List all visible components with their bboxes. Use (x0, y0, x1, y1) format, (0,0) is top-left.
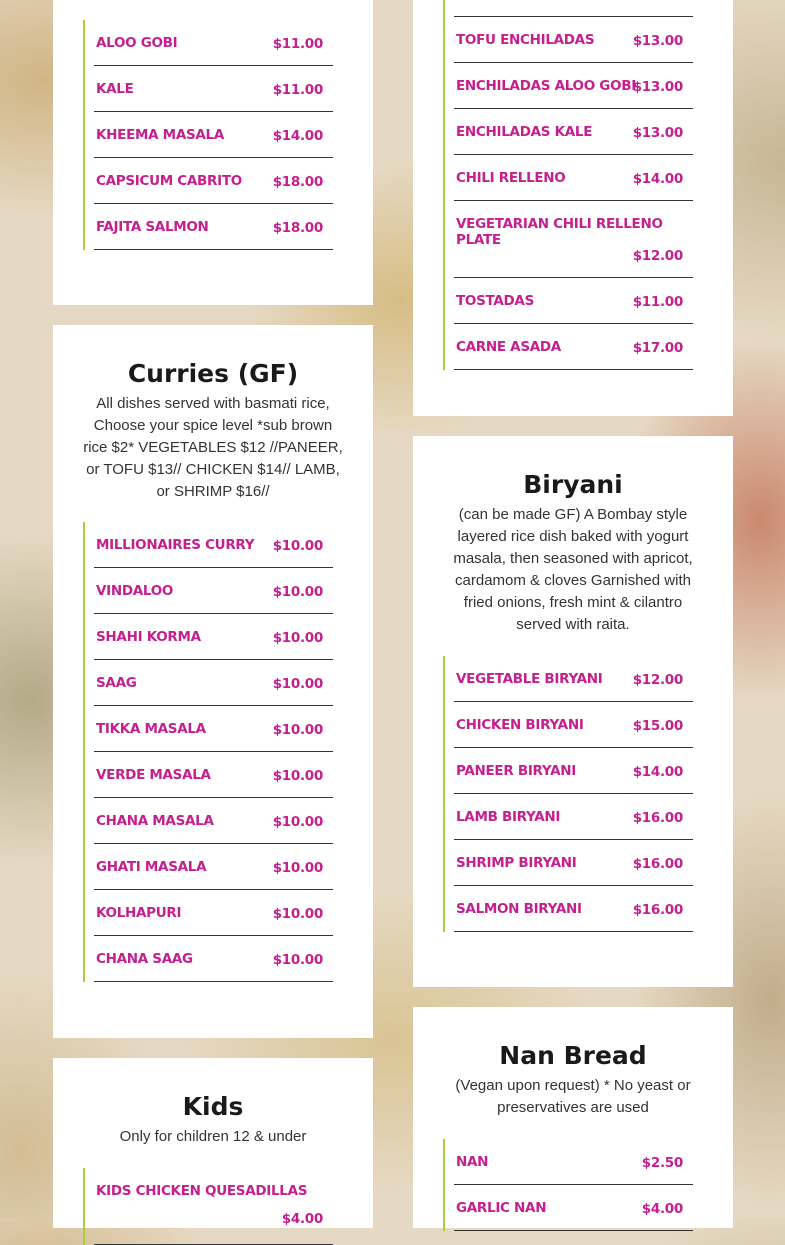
menu-item-price: $10.00 (272, 952, 323, 968)
menu-item-partial (454, 0, 693, 17)
menu-item[interactable] (94, 706, 333, 752)
menu-item[interactable] (454, 656, 693, 702)
menu-item-price: $14.00 (272, 128, 323, 144)
menu-item-price: $16.00 (632, 856, 683, 872)
menu-item-price: $11.00 (272, 82, 323, 98)
menu-item-name: TOFU ENCHILADAS (456, 32, 595, 48)
menu-item[interactable] (94, 522, 333, 568)
menu-item[interactable] (94, 660, 333, 706)
menu-item-price: $15.00 (632, 718, 683, 734)
menu-item-name: MILLIONAIRES CURRY (96, 537, 255, 553)
menu-item[interactable] (454, 1185, 693, 1231)
menu-item-price: $10.00 (272, 538, 323, 554)
menu-item-list (443, 0, 693, 370)
menu-item[interactable] (94, 20, 333, 66)
menu-item[interactable] (94, 752, 333, 798)
menu-item-name: KIDS CHICKEN QUESADILLAS (96, 1183, 308, 1199)
menu-item[interactable] (454, 278, 693, 324)
menu-section-curries (53, 325, 373, 1038)
menu-item-price: $10.00 (272, 860, 323, 876)
menu-item[interactable] (454, 748, 693, 794)
menu-item-price: $14.00 (632, 171, 683, 187)
section-description: Only for children 12 & under (119, 1128, 307, 1145)
menu-section-partial-left (53, 0, 373, 305)
menu-item[interactable] (94, 1168, 333, 1245)
menu-item-name: ENCHILADAS ALOO GOBI (456, 78, 636, 94)
menu-item-name: LAMB BIRYANI (456, 809, 561, 825)
menu-item-name: TOSTADAS (456, 293, 534, 309)
menu-item-name: CHANA MASALA (96, 813, 214, 829)
menu-item-name: ENCHILADAS KALE (456, 124, 593, 140)
menu-item[interactable] (94, 568, 333, 614)
menu-item-name: CHILI RELLENO (456, 170, 566, 186)
section-title: Nan Bread (499, 1041, 647, 1070)
menu-item-name: VINDALOO (96, 583, 174, 599)
menu-item-price: $16.00 (632, 810, 683, 826)
menu-item[interactable] (454, 1139, 693, 1185)
menu-item-name: SALMON BIRYANI (456, 901, 582, 917)
menu-item[interactable] (454, 63, 693, 109)
menu-item[interactable] (94, 614, 333, 660)
menu-item-name: FAJITA SALMON (96, 219, 209, 235)
menu-item-price: $10.00 (272, 906, 323, 922)
menu-item-price: $13.00 (632, 125, 683, 141)
menu-item-name: KALE (96, 81, 134, 97)
menu-item-list (443, 1139, 693, 1231)
menu-section-partial-right (413, 0, 733, 416)
menu-item-name: CHICKEN BIRYANI (456, 717, 584, 733)
menu-item[interactable] (94, 112, 333, 158)
menu-item[interactable] (454, 324, 693, 370)
menu-item-name: TIKKA MASALA (96, 721, 206, 737)
menu-item-name: GARLIC NAN (456, 1200, 547, 1216)
menu-item-list (83, 1168, 333, 1245)
menu-item-list (83, 522, 333, 982)
menu-section-biryani (413, 436, 733, 987)
menu-item-name: ALOO GOBI (96, 35, 178, 51)
menu-item-price: $4.00 (281, 1211, 323, 1227)
menu-item-price: $10.00 (272, 676, 323, 692)
menu-item-price: $13.00 (632, 33, 683, 49)
menu-item[interactable] (94, 204, 333, 250)
menu-item-price: $10.00 (272, 630, 323, 646)
menu-item[interactable] (454, 702, 693, 748)
menu-item-list (83, 20, 333, 250)
menu-item[interactable] (94, 936, 333, 982)
menu-item[interactable] (94, 890, 333, 936)
section-description: All dishes served with basmati rice, Choose your spice level *sub brown rice $2* VEGETABLES $12 //PANEER, or TOFU $13// CHICKEN $14// LAMB, or SHRIMP $16// (83, 395, 343, 500)
menu-item-name: GHATI MASALA (96, 859, 207, 875)
menu-item-price: $18.00 (272, 220, 323, 236)
menu-item-price: $12.00 (632, 248, 683, 264)
menu-item-price: $10.00 (272, 584, 323, 600)
menu-item[interactable] (454, 886, 693, 932)
menu-item[interactable] (94, 844, 333, 890)
menu-item-name: NAN (456, 1154, 489, 1170)
menu-item-name: CHANA SAAG (96, 951, 193, 967)
menu-item[interactable] (454, 155, 693, 201)
menu-item[interactable] (454, 201, 693, 278)
menu-item-price: $14.00 (632, 764, 683, 780)
menu-item[interactable] (454, 17, 693, 63)
menu-item-price: $11.00 (632, 294, 683, 310)
menu-item-price: $10.00 (272, 768, 323, 784)
menu-item-name: VEGETABLE BIRYANI (456, 671, 603, 687)
menu-item-price: $2.50 (641, 1155, 683, 1171)
section-title: Kids (182, 1092, 244, 1121)
section-title: Curries (GF) (127, 359, 299, 388)
menu-item[interactable] (454, 840, 693, 886)
menu-item-name: SHAHI KORMA (96, 629, 201, 645)
menu-item-price: $17.00 (632, 340, 683, 356)
menu-item-price: $18.00 (272, 174, 323, 190)
menu-item-price: $4.00 (641, 1201, 683, 1217)
menu-item-name: VEGETARIAN CHILI RELLENO PLATE (456, 216, 663, 248)
menu-item[interactable] (94, 798, 333, 844)
menu-item[interactable] (94, 66, 333, 112)
section-description: (Vegan upon request) * No yeast or preservatives are used (455, 1077, 691, 1116)
menu-item[interactable] (454, 109, 693, 155)
menu-item[interactable] (94, 158, 333, 204)
menu-item-name: CARNE ASADA (456, 339, 561, 355)
menu-item-list (443, 656, 693, 932)
menu-section-nan-bread (413, 1007, 733, 1228)
menu-item-name: CAPSICUM CABRITO (96, 173, 242, 189)
menu-item-price: $12.00 (632, 672, 683, 688)
menu-item-name: VERDE MASALA (96, 767, 211, 783)
menu-item-price: $10.00 (272, 722, 323, 738)
menu-item-name: SAAG (96, 675, 137, 691)
menu-item-price: $13.00 (632, 79, 683, 95)
menu-item-name: SHRIMP BIRYANI (456, 855, 577, 871)
menu-item[interactable] (454, 794, 693, 840)
menu-item-name: KHEEMA MASALA (96, 127, 224, 143)
menu-item-name: KOLHAPURI (96, 905, 182, 921)
menu-section-kids (53, 1058, 373, 1228)
menu-item-price: $16.00 (632, 902, 683, 918)
menu-item-price: $11.00 (272, 36, 323, 52)
section-title: Biryani (523, 470, 623, 499)
section-description: (can be made GF) A Bombay style layered rice dish baked with yogurt masala, then seasoned with apricot, cardamom & cloves Garnished with fried onions, fresh mint & cilantro served with raita. (453, 506, 693, 633)
menu-item-name: PANEER BIRYANI (456, 763, 576, 779)
menu-item-price: $10.00 (272, 814, 323, 830)
